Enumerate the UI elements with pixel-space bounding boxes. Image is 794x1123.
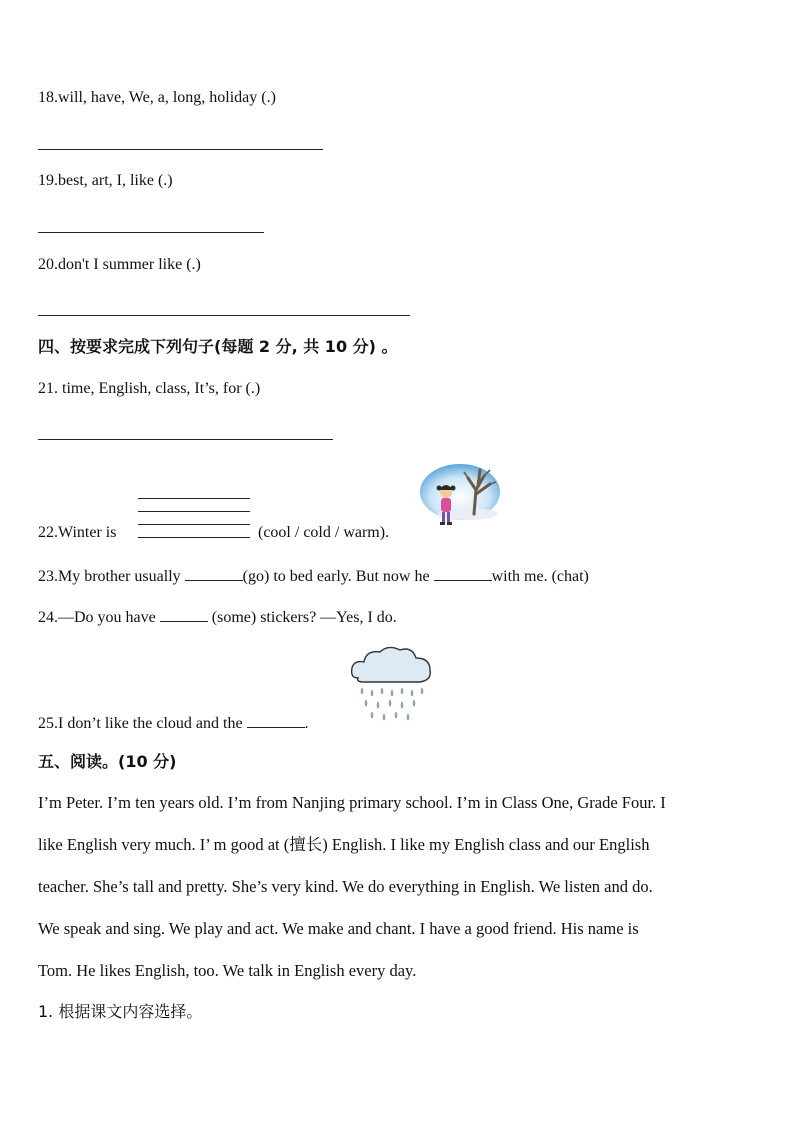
answer-line-20[interactable] xyxy=(38,315,410,316)
girl-with-bare-tree-icon xyxy=(418,462,502,532)
answer-blank-23a[interactable] xyxy=(185,566,243,581)
rain-cloud-icon xyxy=(348,644,436,728)
question-20: 20.don't I summer like (.) xyxy=(38,256,201,273)
question-23-part1: 23.My brother usually xyxy=(38,568,181,585)
question-24-part2: (some) stickers? —Yes, I do. xyxy=(211,609,397,626)
question-24 xyxy=(38,607,397,628)
answer-line-21[interactable] xyxy=(38,439,333,440)
question-21: 21. time, English, class, It’s, for (.) xyxy=(38,380,261,397)
writing-line-22b xyxy=(138,511,250,512)
question-25-part2: . xyxy=(304,715,309,732)
passage-line: Tom. He likes English, too. We talk in English every day. xyxy=(38,961,417,980)
reading-passage xyxy=(38,782,756,992)
section-5-heading: 五、阅读。(10 分) xyxy=(38,752,177,771)
passage-line: like English very much. I’ m good at (擅长) English. I like my English class and our English xyxy=(38,835,650,854)
answer-line-19[interactable] xyxy=(38,232,264,233)
question-23-part2: (go) to bed early. But now he xyxy=(242,568,430,585)
answer-line-18[interactable] xyxy=(38,149,323,150)
passage-line: teacher. She’s tall and pretty. She’s very kind. We do everything in English. We listen and do. xyxy=(38,877,653,896)
writing-line-22a xyxy=(138,498,250,499)
question-24-part1: 24.—Do you have xyxy=(38,609,156,626)
question-25 xyxy=(38,713,309,734)
question-22-prefix: 22.Winter is xyxy=(38,524,117,541)
answer-blank-25[interactable] xyxy=(247,713,305,728)
passage-line: I’m Peter. I’m ten years old. I’m from Nanjing primary school. I’m in Class One, Grade Four. I xyxy=(38,793,666,812)
answer-blank-23b[interactable] xyxy=(434,566,492,581)
question-18: 18.will, have, We, a, long, holiday (.) xyxy=(38,89,276,106)
sub-question-1: 1. 根据课文内容选择。 xyxy=(38,1002,203,1021)
question-23 xyxy=(38,566,589,587)
question-19: 19.best, art, I, like (.) xyxy=(38,172,173,189)
writing-line-22c xyxy=(138,524,250,525)
question-23-part3: with me. (chat) xyxy=(491,568,589,585)
question-25-part1: 25.I don’t like the cloud and the xyxy=(38,715,243,732)
section-4-heading: 四、按要求完成下列句子(每题 2 分, 共 10 分) 。 xyxy=(38,337,398,356)
passage-line: We speak and sing. We play and act. We make and chant. I have a good friend. His name is xyxy=(38,919,639,938)
answer-line-22[interactable] xyxy=(138,537,250,538)
question-22-suffix: (cool / cold / warm). xyxy=(258,524,390,541)
answer-blank-24[interactable] xyxy=(160,607,208,622)
